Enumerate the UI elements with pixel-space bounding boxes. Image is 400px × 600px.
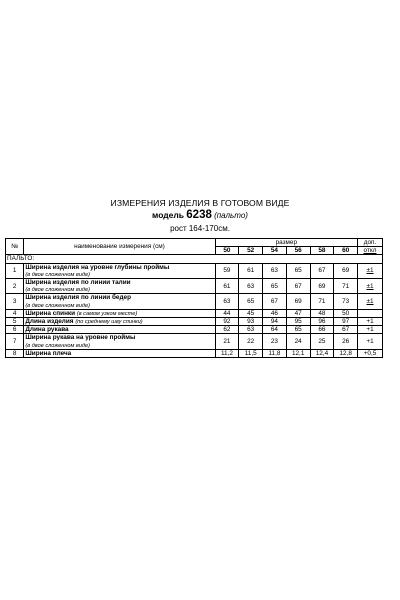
size-value: 65 — [286, 263, 310, 278]
size-value: 11,5 — [239, 349, 263, 357]
measurements-table — [5, 238, 383, 358]
size-value: 61 — [239, 263, 263, 278]
measurement-note: (в двое сложенном виде) — [25, 271, 91, 278]
tolerance-value: +1 — [366, 338, 374, 346]
size-value: 63 — [215, 294, 239, 309]
size-value: 47 — [286, 309, 310, 317]
size-value: 61 — [215, 278, 239, 293]
header-name: наименование измерения (см) — [24, 239, 215, 255]
size-value: 63 — [263, 263, 287, 278]
measurement-name-cell — [24, 263, 215, 278]
size-header: 52 — [239, 247, 263, 255]
model-number: 6238 — [186, 209, 212, 221]
size-value: 71 — [310, 294, 334, 309]
size-header: 60 — [334, 247, 358, 255]
size-value: 26 — [334, 334, 358, 349]
size-value: 45 — [239, 309, 263, 317]
size-value: 65 — [263, 278, 287, 293]
size-value: 69 — [310, 278, 334, 293]
table-row — [6, 318, 383, 326]
header-no: № — [6, 239, 24, 255]
size-value: 25 — [310, 334, 334, 349]
size-value: 48 — [310, 309, 334, 317]
size-value: 12,4 — [310, 349, 334, 357]
tolerance-value: ±1 — [366, 297, 374, 305]
measurement-name: Ширина рукава на уровне проймы — [25, 334, 136, 342]
size-value: 67 — [310, 263, 334, 278]
size-value: 92 — [215, 318, 239, 326]
size-value: 11,8 — [263, 349, 287, 357]
measurement-note: (в двое сложенном виде) — [25, 302, 91, 309]
measurement-name-cell — [24, 349, 215, 357]
measurement-name: Ширина изделия на уровне глубины проймы — [25, 263, 170, 271]
size-value: 65 — [286, 326, 310, 334]
measurement-name: Ширина изделия по линии талии — [25, 278, 131, 286]
row-number: 7 — [6, 334, 24, 349]
size-value: 62 — [215, 326, 239, 334]
size-value: 22 — [239, 334, 263, 349]
row-number: 1 — [6, 263, 24, 278]
tolerance — [358, 334, 383, 349]
height-note: рост 164-170см. — [170, 224, 230, 233]
measurement-note: (по среднему шву спинки) — [75, 319, 143, 326]
size-value: 73 — [334, 294, 358, 309]
table-row — [6, 294, 383, 309]
tolerance-value: +1 — [366, 318, 374, 326]
measurement-name: Ширина спинки — [25, 309, 76, 317]
row-number: 5 — [6, 318, 24, 326]
size-value: 11,2 — [215, 349, 239, 357]
tolerance — [358, 318, 383, 326]
header-size: размер — [215, 239, 358, 247]
table-row — [6, 278, 383, 293]
size-value: 96 — [310, 318, 334, 326]
document-title: ИЗМЕРЕНИЯ ИЗДЕЛИЯ В ГОТОВОМ ВИДЕ — [110, 198, 290, 208]
size-value: 66 — [310, 326, 334, 334]
tolerance — [358, 294, 383, 309]
table-row — [6, 326, 383, 334]
size-value: 44 — [215, 309, 239, 317]
model-label: модель — [152, 210, 185, 220]
model-type: (пальто) — [214, 211, 248, 220]
size-header: 50 — [215, 247, 239, 255]
size-value: 67 — [334, 326, 358, 334]
size-value: 63 — [239, 326, 263, 334]
measurement-name: Ширина изделия по линии бедер — [25, 294, 131, 302]
section-title: ПАЛЬТО: — [6, 255, 383, 263]
header-tol-2: откл — [363, 247, 377, 255]
tolerance-value: +0,5 — [363, 349, 377, 357]
row-number: 2 — [6, 278, 24, 293]
size-value: 63 — [239, 278, 263, 293]
tolerance — [358, 326, 383, 334]
row-number: 3 — [6, 294, 24, 309]
table-row — [6, 334, 383, 349]
model-line — [0, 209, 400, 221]
row-number: 6 — [6, 326, 24, 334]
size-value: 64 — [263, 326, 287, 334]
tolerance — [358, 309, 383, 317]
size-value: 71 — [334, 278, 358, 293]
size-value: 12,1 — [286, 349, 310, 357]
row-number: 8 — [6, 349, 24, 357]
size-value: 69 — [334, 263, 358, 278]
size-value: 93 — [239, 318, 263, 326]
measurement-name-cell — [24, 326, 215, 334]
tolerance — [358, 278, 383, 293]
table-row — [6, 263, 383, 278]
measurement-name-cell — [24, 309, 215, 317]
size-value: 69 — [286, 294, 310, 309]
size-value: 46 — [263, 309, 287, 317]
tolerance — [358, 263, 383, 278]
measurement-note: (в самом узком месте) — [76, 310, 138, 317]
size-value: 12,8 — [334, 349, 358, 357]
tolerance-value: +1 — [366, 326, 374, 334]
tolerance — [358, 349, 383, 357]
size-value: 24 — [286, 334, 310, 349]
row-number: 4 — [6, 309, 24, 317]
measurement-name: Ширина плеча — [25, 349, 72, 357]
tolerance-value: ±1 — [366, 282, 374, 290]
measurement-name-cell — [24, 334, 215, 349]
size-value: 65 — [239, 294, 263, 309]
size-header: 58 — [310, 247, 334, 255]
measurement-name-cell — [24, 278, 215, 293]
size-value: 21 — [215, 334, 239, 349]
size-value: 59 — [215, 263, 239, 278]
size-header: 54 — [263, 247, 287, 255]
measurement-note: (в двое сложенном виде) — [25, 342, 91, 349]
tolerance-value: ±1 — [366, 267, 374, 275]
size-header: 56 — [286, 247, 310, 255]
size-value: 95 — [286, 318, 310, 326]
measurement-name: Длина рукава — [25, 326, 69, 334]
size-value: 23 — [263, 334, 287, 349]
measurement-name-cell — [24, 294, 215, 309]
size-value: 50 — [334, 309, 358, 317]
table-row — [6, 349, 383, 357]
measurement-note: (в двое сложенном виде) — [25, 287, 91, 294]
measurement-name: Длина изделия — [25, 318, 74, 326]
header-tol-1: доп. — [358, 239, 383, 247]
size-value: 67 — [263, 294, 287, 309]
measurement-name-cell — [24, 318, 215, 326]
size-value: 97 — [334, 318, 358, 326]
size-value: 94 — [263, 318, 287, 326]
table-row — [6, 309, 383, 317]
size-value: 67 — [286, 278, 310, 293]
